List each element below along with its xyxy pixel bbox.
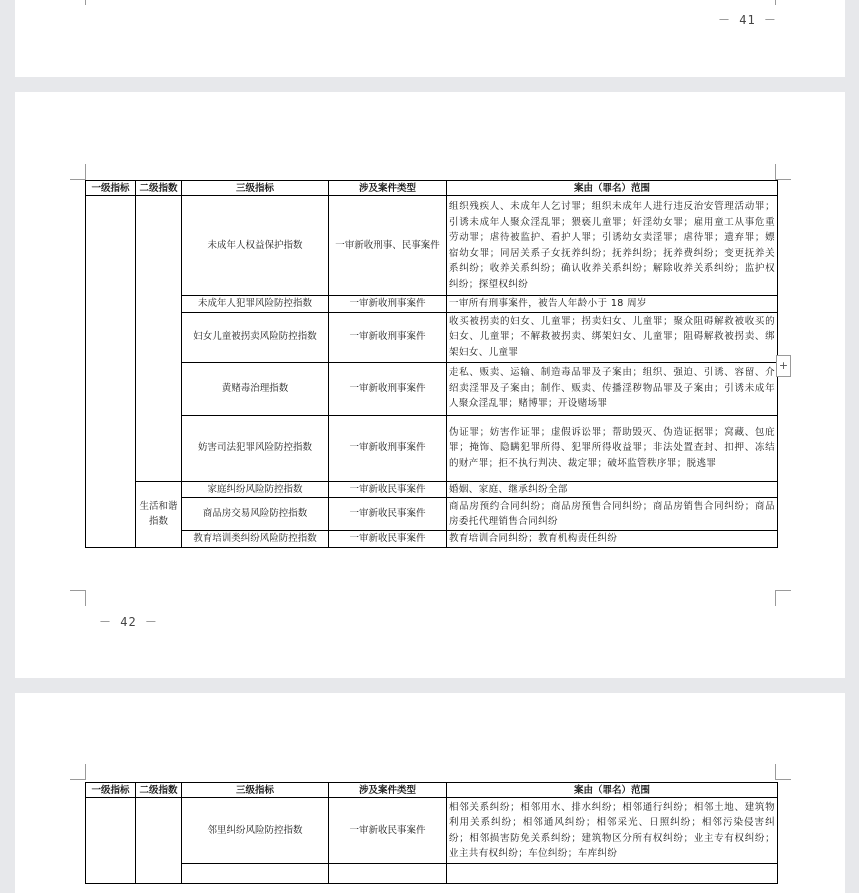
indicator-name: 妨害司法犯罪风险防控指数 [182, 415, 329, 481]
indicator-name: 未成年人犯罪风险防控指数 [182, 296, 329, 313]
case-type [329, 864, 447, 884]
level2-cell: 生活和谐指数 [136, 481, 182, 547]
indicator-name [182, 864, 329, 884]
indicator-name: 黄赌毒治理指数 [182, 362, 329, 415]
crop-mark [775, 590, 791, 606]
table-row [86, 415, 778, 481]
level2-cell [136, 798, 182, 884]
case-type: 一审新收刑事案件 [329, 312, 447, 362]
case-scope: 一审所有刑事案件，被告人年龄小于 18 周岁 [447, 296, 778, 313]
case-type: 一审新收民事案件 [329, 798, 447, 864]
crop-mark [775, 0, 791, 5]
header-cell: 一级指标 [86, 181, 136, 196]
indicator-name: 教育培训类纠纷风险防控指数 [182, 531, 329, 548]
case-scope: 组织残疾人、未成年人乞讨罪；组织未成年人进行违反治安管理活动罪；引诱未成年人聚众淫乱罪；猥亵儿童罪；奸淫幼女罪；雇用童工从事危重劳动罪；虐待被监护、看护人罪；引诱幼女卖淫罪；虐待罪；遗弃罪；嫖宿幼女罪；同居关系子女抚养纠纷；抚养纠纷；抚养费纠纷；变更抚养关系纠纷；收养关系纠纷；确认收养关系纠纷；解除收养关系纠纷；监护权纠纷；探望权纠纷 [447, 196, 778, 296]
case-type: 一审新收刑事案件 [329, 296, 447, 313]
table-row [86, 296, 778, 313]
page-41 [15, 0, 845, 77]
indicator-name: 邻里纠纷风险防控指数 [182, 798, 329, 864]
case-scope: 走私、贩卖、运输、制造毒品罪及子案由；组织、强迫、引诱、容留、介绍卖淫罪及子案由；制作、贩卖、传播淫秽物品罪及子案由；引诱未成年人聚众淫乱罪；赌博罪；开设赌场罪 [447, 362, 778, 415]
case-scope [447, 864, 778, 884]
table-row [86, 362, 778, 415]
case-scope: 收买被拐卖的妇女、儿童罪；拐卖妇女、儿童罪；聚众阻碍解救被收买的妇女、儿童罪；不解救被拐卖、绑架妇女、儿童罪；阻碍解救被拐卖、绑架妇女、儿童罪 [447, 312, 778, 362]
table-row [86, 498, 778, 531]
level1-cell [86, 196, 136, 548]
case-type: 一审新收民事案件 [329, 481, 447, 498]
table-row [86, 196, 778, 296]
case-scope: 伪证罪；妨害作证罪；虚假诉讼罪；帮助毁灭、伪造证据罪；窝藏、包庇罪；掩饰、隐瞒犯罪所得、犯罪所得收益罪；非法处置查封、扣押、冻结的财产罪；拒不执行判决、裁定罪；破坏监管秩序罪；脱逃罪 [447, 415, 778, 481]
level2-cell [136, 196, 182, 482]
indicator-name: 未成年人权益保护指数 [182, 196, 329, 296]
page-number: － 42 － [99, 615, 158, 629]
table-header-row [86, 181, 778, 196]
crop-mark [70, 764, 86, 780]
crop-mark [70, 164, 86, 180]
header-cell: 案由（罪名）范围 [447, 783, 778, 798]
case-type: 一审新收民事案件 [329, 498, 447, 531]
table-row [86, 312, 778, 362]
case-type: 一审新收刑事、民事案件 [329, 196, 447, 296]
case-scope: 商品房预约合同纠纷；商品房预售合同纠纷；商品房销售合同纠纷；商品房委托代理销售合同纠纷 [447, 498, 778, 531]
header-cell: 涉及案件类型 [329, 181, 447, 196]
header-cell: 二级指数 [136, 181, 182, 196]
page-42 [15, 92, 845, 678]
table-row [86, 798, 778, 864]
crop-mark [775, 164, 791, 180]
header-cell: 涉及案件类型 [329, 783, 447, 798]
add-button[interactable]: + [776, 355, 791, 377]
page-43 [15, 693, 845, 893]
header-cell: 三级指标 [182, 783, 329, 798]
header-cell: 案由（罪名）范围 [447, 181, 778, 196]
header-cell: 三级指标 [182, 181, 329, 196]
table-row [86, 864, 778, 884]
table-row [86, 481, 778, 498]
indicator-name: 家庭纠纷风险防控指数 [182, 481, 329, 498]
table-row [86, 531, 778, 548]
case-type: 一审新收刑事案件 [329, 415, 447, 481]
crop-mark [70, 590, 86, 606]
header-cell: 二级指数 [136, 783, 182, 798]
case-scope: 教育培训合同纠纷；教育机构责任纠纷 [447, 531, 778, 548]
header-cell: 一级指标 [86, 783, 136, 798]
table-header-row [86, 783, 778, 798]
case-scope: 相邻关系纠纷；相邻用水、排水纠纷；相邻通行纠纷；相邻土地、建筑物利用关系纠纷；相邻通风纠纷；相邻采光、日照纠纷；相邻污染侵害纠纷；相邻损害防免关系纠纷；建筑物区分所有权纠纷；业主专有权纠纷；业主共有权纠纷；车位纠纷；车库纠纷 [447, 798, 778, 864]
crop-mark [70, 0, 86, 5]
page-number: － 41 － [718, 13, 777, 27]
indicator-name: 妇女儿童被拐卖风险防控指数 [182, 312, 329, 362]
case-scope: 婚姻、家庭、继承纠纷全部 [447, 481, 778, 498]
case-type: 一审新收刑事案件 [329, 362, 447, 415]
indicator-name: 商品房交易风险防控指数 [182, 498, 329, 531]
crop-mark [775, 764, 791, 780]
index-table [85, 180, 778, 548]
level1-cell [86, 798, 136, 884]
case-type: 一审新收民事案件 [329, 531, 447, 548]
